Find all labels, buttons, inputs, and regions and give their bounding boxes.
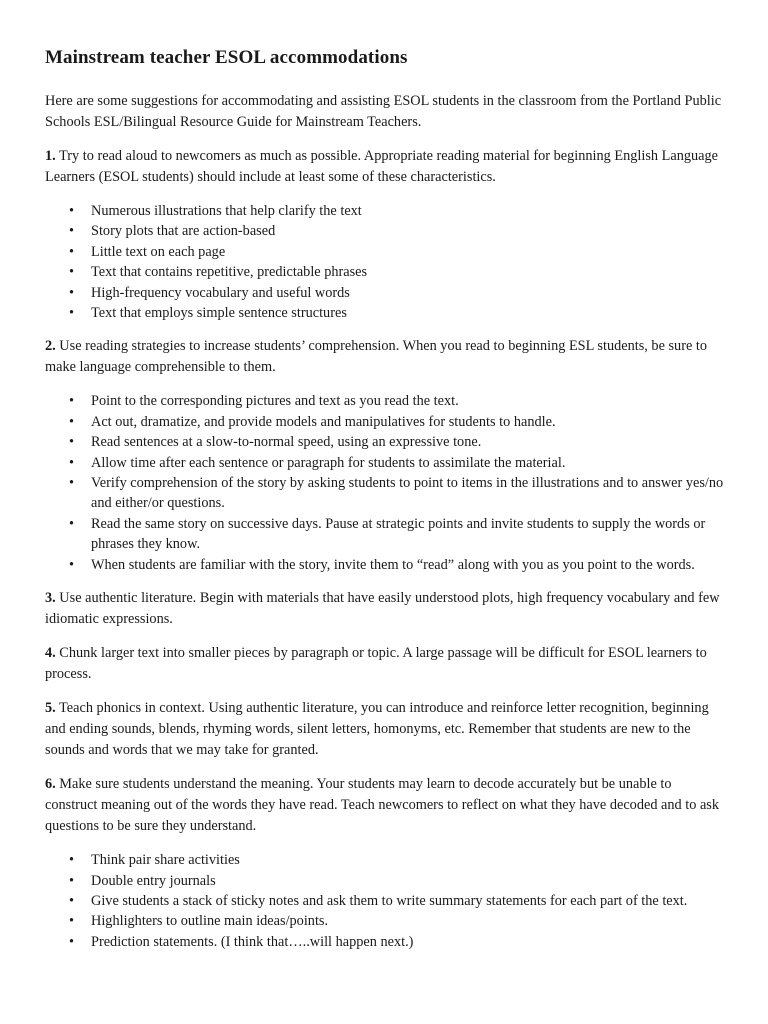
section-2-number: 2. [45,338,56,355]
list-item: • Think pair share activities [91,850,724,870]
section-4-paragraph [45,643,724,685]
list-item: • Read sentences at a slow-to-normal speed, using an expressive tone. [91,432,724,452]
intro-paragraph: Here are some suggestions for accommodating and assisting ESOL students in the classroom from the Portland Public Schools ESL/Bilingual Resource Guide for Mainstream Teachers. [45,93,722,130]
list-item: • Prediction statements. (I think that…..will happen next.) [91,932,724,952]
list-item: • Verify comprehension of the story by asking students to point to items in the illustrations and to answer yes/no and either/or questions. [91,473,724,514]
section-4-number: 4. [45,645,56,662]
list-item: • Give students a stack of sticky notes and ask them to write summary statements for each part of the text. [91,891,724,911]
list-item: • Allow time after each sentence or paragraph for students to assimilate the material. [91,453,724,473]
list-item: • Double entry journals [91,871,724,891]
list-item: • High-frequency vocabulary and useful words [91,283,724,303]
section-6-number: 6. [45,776,56,793]
section-2-paragraph [45,336,724,378]
document-title: Mainstream teacher ESOL accommodations [45,47,408,68]
list-item: • Act out, dramatize, and provide models and manipulatives for students to handle. [91,412,724,432]
section-1-paragraph [45,146,724,188]
list-item: • Text that employs simple sentence structures [91,303,724,323]
section-1-number: 1. [45,148,56,164]
list-item: • Story plots that are action-based [91,221,724,241]
section-3-paragraph [45,588,724,630]
section-2-text: Use reading strategies to increase students’ comprehension. When you read to beginning ESL students, be sure to make language comprehensible to them. [45,338,708,376]
section-6-text: Make sure students understand the meaning. Your students may learn to decode accurately but be unable to construct meaning out of the words they have read. Teach newcomers to reflect on what they have decoded and to ask questions to be sure they understand. [45,776,720,835]
list-item: • Numerous illustrations that help clarify the text [91,201,724,221]
list-item: • Little text on each page [91,242,724,262]
section-5-text: Teach phonics in context. Using authentic literature, you can introduce and reinforce letter recognition, beginning and ending sounds, blends, rhyming words, silent letters, homonyms, etc. Remember that students are new to the sounds and words that we may take for granted. [45,700,709,759]
section-5-paragraph [45,698,724,761]
section-4-text: Chunk larger text into smaller pieces by paragraph or topic. A large passage will be difficult for ESOL learners to process. [45,645,707,683]
section-5-number: 5. [45,700,56,717]
list-item: • Highlighters to outline main ideas/points. [91,911,724,931]
list-item: • Read the same story on successive days. Pause at strategic points and invite students to supply the words or phrases they know. [91,514,724,555]
list-item: • When students are familiar with the story, invite them to “read” along with you as you point to the words. [91,555,724,575]
section-6-paragraph [45,774,724,837]
section-3-text: Use authentic literature. Begin with materials that have easily understood plots, high frequency vocabulary and few idiomatic expressions. [45,590,720,628]
section-2-bullet-list [45,391,724,575]
section-1-bullet-list [45,201,724,323]
list-item: • Text that contains repetitive, predictable phrases [91,262,724,282]
section-6-bullet-list [45,850,724,952]
section-3-number: 3. [45,590,56,607]
list-item: • Point to the corresponding pictures and text as you read the text. [91,391,724,411]
section-1-text: Try to read aloud to newcomers as much as possible. Appropriate reading material for beginning English Language Learners (ESOL students) should include at least some of these characteristics. [45,148,718,185]
